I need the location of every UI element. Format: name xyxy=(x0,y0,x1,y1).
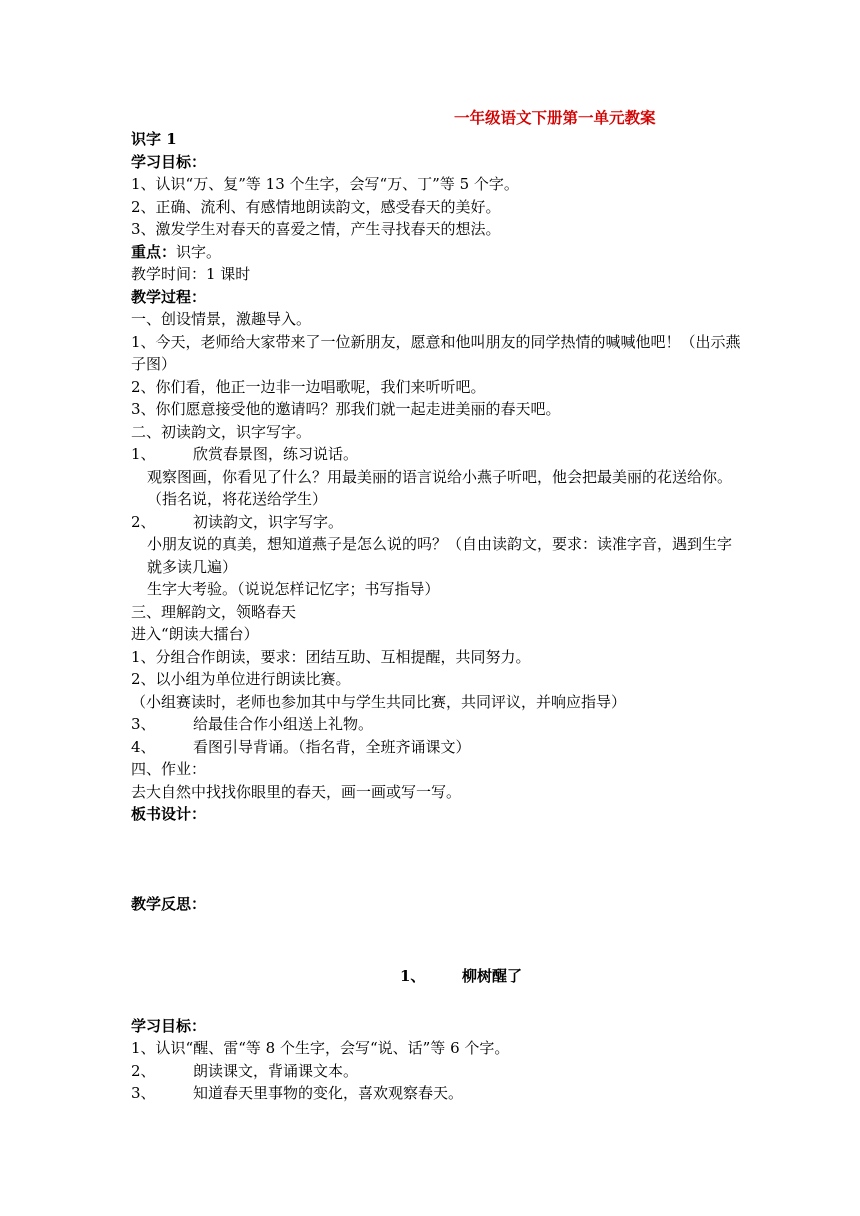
process-item xyxy=(131,443,741,466)
process-item xyxy=(131,736,741,759)
spacer xyxy=(131,988,741,1015)
item-text: 给最佳合作小组送上礼物。 xyxy=(193,715,374,733)
objective-item: 2、正确、流利、有感情地朗读韵文，感受春天的美好。 xyxy=(131,197,501,216)
objective-item: 1、认识“醒、雷“等 8 个生字，会写“说、话”等 6 个字。 xyxy=(131,1039,510,1057)
teaching-time: 教学时间：1 课时 xyxy=(131,265,251,283)
process-detail: 观察图画，你看见了什么？用最美丽的语言说给小燕子听吧，他会把最美丽的花送给你。（指名说，将花送给学生） xyxy=(147,467,733,508)
item-number: 3、 xyxy=(131,715,156,733)
document-body xyxy=(131,128,741,1105)
process-item: 1、分组合作朗读，要求：团结互助、互相提醒，共同努力。 xyxy=(131,647,531,666)
section-heading: 四、作业： xyxy=(131,760,207,778)
board-design-label: 板书设计： xyxy=(131,805,207,823)
key-point xyxy=(131,241,741,264)
item-number: 4、 xyxy=(131,737,156,756)
key-point-label: 重点： xyxy=(131,242,177,261)
item-text: 看图引导背诵。（指名背，全班齐诵课文） xyxy=(193,737,471,756)
objective-item xyxy=(131,1060,741,1083)
item-number: 2、 xyxy=(131,512,156,531)
spacer xyxy=(131,915,741,965)
section-intro: 进入“朗读大擂台） xyxy=(131,625,259,643)
reflection-label: 教学反思： xyxy=(131,894,207,913)
section-heading: 二、初读韵文，识字写字。 xyxy=(131,422,312,441)
document-title: 一年级语文下册第一单元教案 xyxy=(454,108,656,127)
section-heading: 一、创设情景，激趣导入。 xyxy=(131,310,312,328)
lesson-heading: 识字 1 xyxy=(131,130,177,148)
item-number: 2、 xyxy=(131,1061,156,1080)
process-label: 教学过程： xyxy=(131,287,207,306)
lesson-number: 1、 xyxy=(399,967,426,985)
lesson-title xyxy=(131,965,741,988)
item-number: 1、 xyxy=(131,445,156,463)
process-item: 2、你们看，他正一边非一边唱歌呢，我们来听听吧。 xyxy=(131,377,486,396)
item-text: 朗读课文，背诵课文本。 xyxy=(193,1061,359,1080)
section-heading: 三、理解韵文，领略春天 xyxy=(131,602,297,621)
objective-item: 3、激发学生对春天的喜爱之情，产生寻找春天的想法。 xyxy=(131,220,501,238)
process-detail: 生字大考验。（说说怎样记忆字；书写指导） xyxy=(147,580,440,598)
process-item: 3、你们愿意接受他的邀请吗？那我们就一起走进美丽的春天吧。 xyxy=(131,400,561,418)
item-text: 初读韵文，识字写字。 xyxy=(193,512,344,531)
item-text: 欣赏春景图，练习说话。 xyxy=(193,445,359,463)
objective-item: 1、认识“万、复”等 13 个生字，会写“万、丁”等 5 个字。 xyxy=(131,175,519,193)
item-text: 知道春天里事物的变化，喜欢观察春天。 xyxy=(193,1084,464,1102)
process-note: （小组赛读时，老师也参加其中与学生共同比赛，共同评议，并响应指导） xyxy=(131,692,627,711)
process-item xyxy=(131,713,741,736)
process-item xyxy=(131,511,741,534)
objectives-label: 学习目标： xyxy=(131,152,207,171)
objective-item xyxy=(131,1082,741,1105)
process-detail: 小朋友说的真美，想知道燕子是怎么说的吗？（自由读韵文，要求：读准字音，遇到生字就多读几遍） xyxy=(147,535,733,576)
key-point-text: 识字。 xyxy=(176,242,222,261)
objectives-label: 学习目标： xyxy=(131,1016,207,1035)
lesson-title-text: 柳树醒了 xyxy=(461,967,522,985)
item-number: 3、 xyxy=(131,1084,156,1102)
spacer xyxy=(131,826,741,893)
process-item: 1、今天，老师给大家带来了一位新朋友，愿意和他叫朋友的同学热情的喊喊他吧！（出示燕子图） xyxy=(131,332,741,373)
process-item: 2、以小组为单位进行朗读比赛。 xyxy=(131,670,351,688)
homework-text: 去大自然中找找你眼里的春天，画一画或写一写。 xyxy=(131,782,462,801)
